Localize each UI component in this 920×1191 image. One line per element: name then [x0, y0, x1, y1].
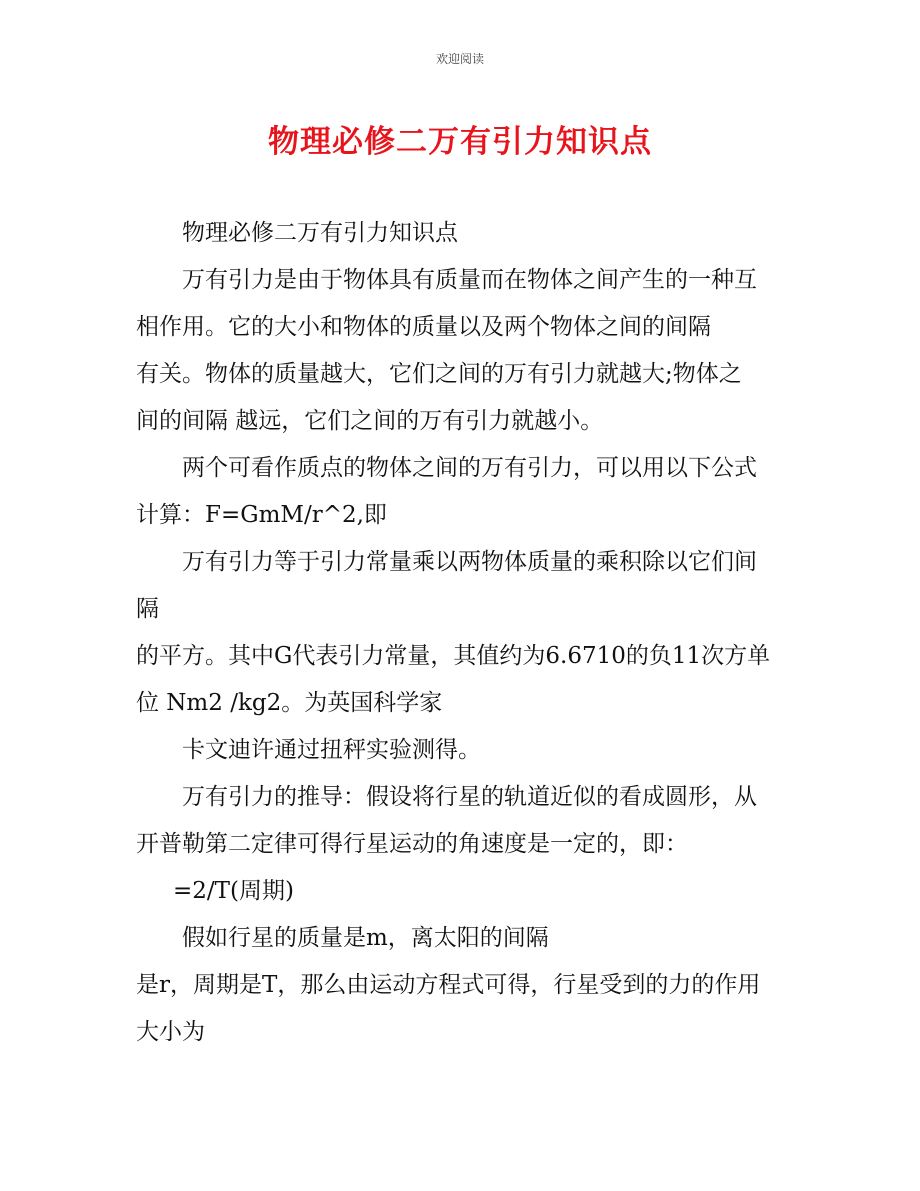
paragraph-line: 万有引力是由于物体具有质量而在物体之间产生的一种互 [182, 267, 757, 293]
paragraph-line: 是r，周期是T，那么由运动方程式可得，行星受到的力的作用 [136, 972, 761, 998]
paragraph-line: 万有引力的推导：假设将行星的轨道近似的看成圆形，从 [182, 784, 757, 810]
paragraph-line: 大小为 [136, 1019, 205, 1045]
document-body [136, 210, 786, 1056]
paragraph-line: 的平方。其中G代表引力常量，其值约为6.6710的负11次方单 [136, 643, 771, 669]
paragraph-line: 有关。物体的质量越大，它们之间的万有引力就越大;物体之 [136, 361, 742, 387]
document-title: 物理必修二万有引力知识点 [268, 124, 652, 160]
paragraph-line: 相作用。它的大小和物体的质量以及两个物体之间的间隔 [136, 314, 711, 340]
header-note: 欢迎阅读 [435, 52, 484, 66]
paragraph-line: 物理必修二万有引力知识点 [182, 220, 458, 246]
paragraph-line: 间的间隔 越远，它们之间的万有引力就越小。 [136, 408, 604, 434]
paragraph-line: 万有引力等于引力常量乘以两物体质量的乘积除以它们间 [182, 549, 757, 575]
paragraph-line: 计算：F=GmM/r^2,即 [136, 502, 387, 528]
paragraph-line: 隔 [136, 596, 159, 622]
paragraph-line: 两个可看作质点的物体之间的万有引力，可以用以下公式 [182, 455, 757, 481]
paragraph-line: 卡文迪许通过扭秤实验测得。 [182, 737, 481, 763]
formula-line: =2/T(周期) [173, 878, 294, 904]
paragraph-line: 位 Nm2 /kg2。为英国科学家 [136, 690, 443, 716]
paragraph-line: 开普勒第二定律可得行星运动的角速度是一定的，即： [136, 831, 688, 857]
paragraph-line: 假如行星的质量是m，离太阳的间隔 [182, 925, 549, 951]
